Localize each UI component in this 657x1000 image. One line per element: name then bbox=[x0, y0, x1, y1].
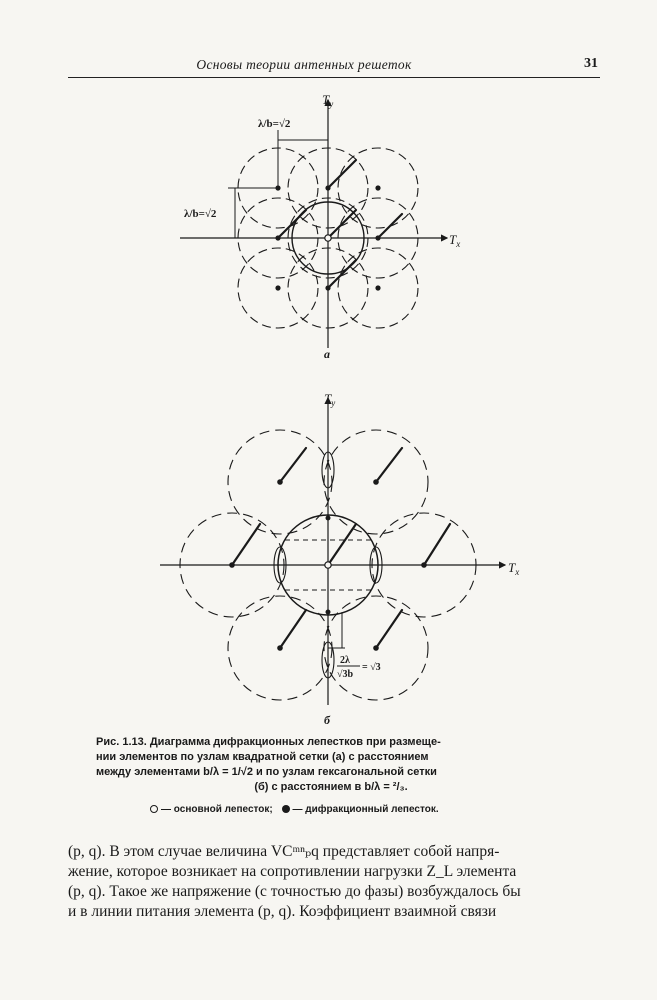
caption-line: нии элементов по узлам квадратной сетки (а) с расстоянием bbox=[96, 751, 429, 763]
figure-a-lobe-stroke bbox=[328, 160, 356, 188]
figure-a-dim-left-label: λ/b=√2 bbox=[184, 208, 217, 220]
figure-a-panel-label: а bbox=[324, 347, 330, 361]
figure-b-panel-label: б bbox=[324, 713, 330, 727]
figure-b-dim-denominator: √3b bbox=[337, 669, 354, 680]
open-circle-icon bbox=[150, 805, 158, 813]
body-line: (p, q). Такое же напряжение (с точностью до фазы) возбуждалось бы bbox=[68, 883, 521, 900]
figure-b-diffraction-lobe bbox=[277, 479, 283, 485]
figure-b-x-axis-label: $T_x$ bbox=[508, 560, 520, 577]
figure-b-lobe-stroke bbox=[376, 448, 402, 482]
caption-line: между элементами b/λ = 1/√2 и по узлам гексагональной сетки bbox=[96, 766, 437, 778]
figure-a-main-lobe-marker bbox=[325, 235, 331, 241]
figure-a-diffraction-lobe bbox=[375, 285, 380, 290]
figure-a-diffraction-lobe bbox=[275, 285, 280, 290]
figure-b-lobe-stroke bbox=[232, 524, 260, 565]
caption-line: (б) с расстоянием в b/λ = ²/₃. bbox=[254, 781, 408, 793]
caption-line: Рис. 1.13. Диаграмма дифракционных лепестков при размеще- bbox=[96, 736, 441, 748]
figure-b-lobe-stroke bbox=[280, 610, 306, 648]
running-title: Основы теории антенных решеток bbox=[196, 57, 412, 72]
figure-b-diffraction-lobe bbox=[277, 645, 283, 651]
body-paragraph bbox=[68, 842, 600, 922]
figure-b-lobe-stroke bbox=[376, 610, 402, 648]
figure-a-diffraction-lobe bbox=[375, 235, 380, 240]
figure-legend bbox=[150, 804, 550, 815]
figure-caption bbox=[96, 735, 566, 795]
figure-b-y-axis-label: $T_y$ bbox=[324, 391, 336, 408]
figure-b-lobe-stroke bbox=[424, 524, 450, 565]
figure-a-dim-top-label: λ/b=√2 bbox=[258, 118, 291, 130]
figure-a-diffraction-lobe bbox=[325, 185, 330, 190]
figure-b-diffraction-lobe bbox=[421, 562, 427, 568]
figure-a-diffraction-lobe bbox=[275, 235, 280, 240]
figure-a-y-axis-label: $T_y$ bbox=[322, 92, 334, 109]
figure-b-diffraction-lobe bbox=[326, 516, 331, 521]
filled-circle-icon bbox=[282, 805, 290, 813]
figure-b-main-lobe-marker bbox=[325, 562, 331, 568]
body-line: и в линии питания элемента (p, q). Коэффициент взаимной связи bbox=[68, 903, 497, 920]
figure-b-lobe-stroke bbox=[280, 448, 306, 482]
figure-a bbox=[180, 92, 460, 361]
figure-a-lobe-stroke bbox=[328, 210, 356, 238]
figure-b-diffraction-lobe bbox=[373, 479, 379, 485]
page-number: 31 bbox=[584, 56, 598, 71]
figure-a-lobe-stroke bbox=[378, 214, 402, 238]
figure-a-diffraction-lobe bbox=[375, 185, 380, 190]
figure-a-x-axis-label: $T_x$ bbox=[449, 232, 461, 249]
figure-b-diffraction-lobe bbox=[373, 645, 379, 651]
figure-b-diffraction-lobe bbox=[326, 610, 331, 615]
legend-main-lobe: — основной лепесток; bbox=[161, 804, 273, 815]
figure-a-diffraction-lobe bbox=[325, 285, 330, 290]
body-line: жение, которое возникает на сопротивлении нагрузки Z_L элемента bbox=[68, 863, 517, 880]
figure-b-diffraction-lobe bbox=[229, 562, 235, 568]
body-line: (p, q). В этом случае величина VCᵐⁿₚq представляет собой напря- bbox=[68, 843, 500, 860]
legend-diffraction-lobe: — дифракционный лепесток. bbox=[292, 804, 439, 815]
figure-b-dim-numerator: 2λ bbox=[340, 655, 350, 666]
figure-b bbox=[160, 391, 519, 727]
figure-b-dim-value: = √3 bbox=[362, 662, 381, 673]
figure-b-lobe-stroke bbox=[328, 524, 356, 565]
